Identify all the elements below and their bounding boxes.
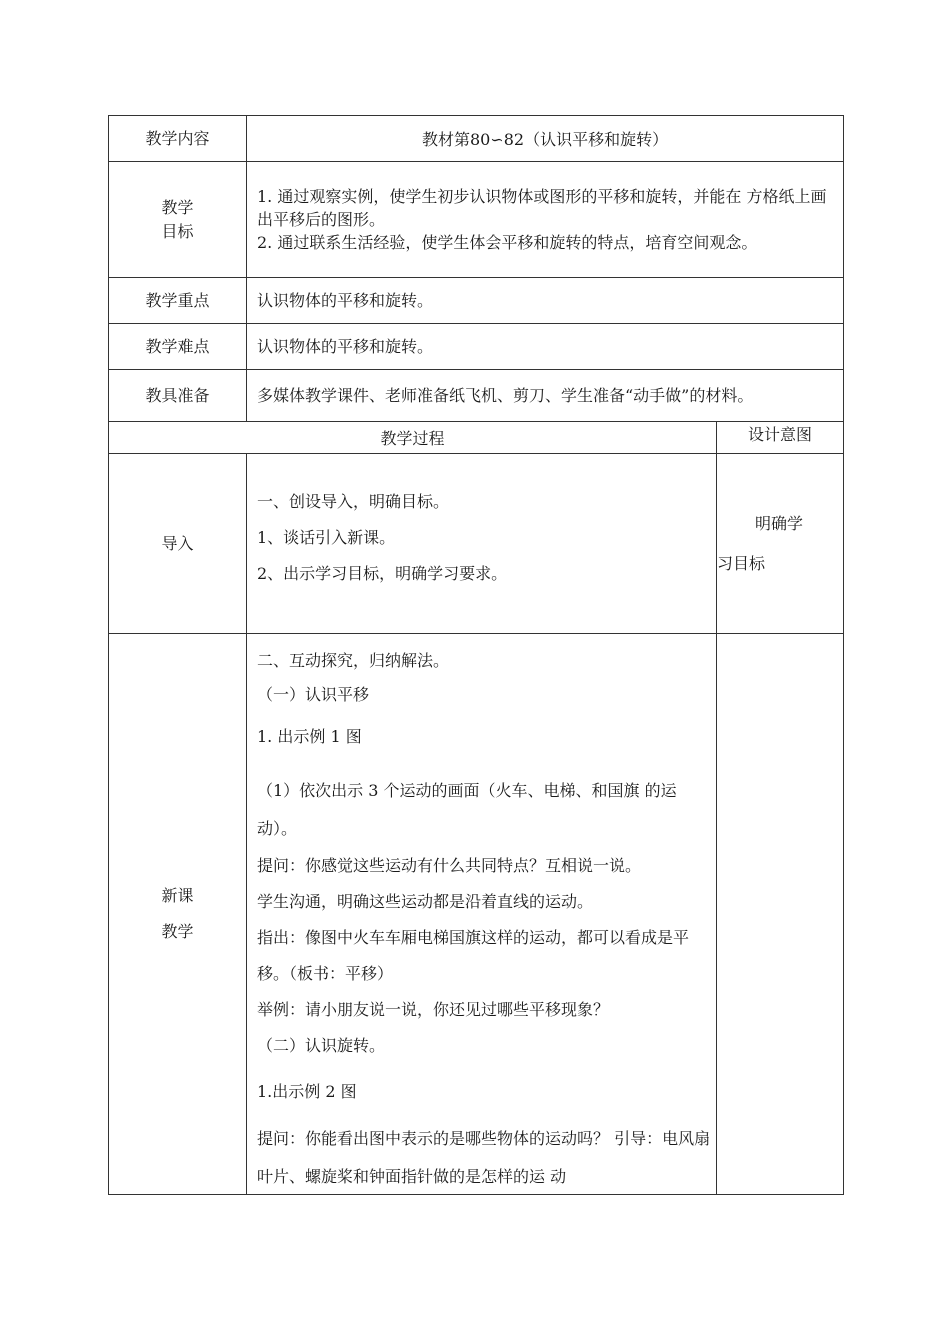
- new-lesson-label-line2: 教学: [161, 922, 194, 941]
- goal-item-1: 1. 通过观察实例，使学生初步认识物体或图形的平移和旋转，并能在 方格纸上画出平移后的图形。: [257, 187, 827, 229]
- key-point-value: 认识物体的平移和旋转。: [247, 278, 844, 324]
- difficulty-label: 教学难点: [109, 324, 247, 370]
- lesson-line-1: 二、互动探究，归纳解法。: [257, 651, 450, 670]
- new-lesson-design-intent: [717, 634, 844, 1195]
- new-lesson-label-line1: 新课: [161, 886, 194, 905]
- lesson-line-7: 指出：像图中火车车厢电梯国旗这样的运动，都可以看成是平移。（板书：平移）: [257, 928, 690, 983]
- goal-item-2: 2. 通过联系生活经验，使学生体会平移和旋转的特点，培育空间观念。: [257, 233, 758, 252]
- new-lesson-content-clip: [257, 634, 716, 1194]
- intro-line-3: 2、出示学习目标，明确学习要求。: [257, 563, 508, 583]
- teaching-goal-label: [109, 162, 247, 278]
- lesson-line-5: 提问：你感觉这些运动有什么共同特点？互相说一说。: [257, 856, 642, 875]
- materials-label: 教具准备: [109, 370, 247, 422]
- new-lesson-content: [247, 634, 717, 1195]
- row-new-lesson: [109, 634, 844, 1195]
- row-materials: [109, 370, 844, 422]
- design-intent-header: 设计意图: [717, 422, 844, 454]
- row-key-point: [109, 278, 844, 324]
- teaching-goal-label-line2: 目标: [161, 221, 194, 241]
- lesson-line-10: 1.出示例 2 图: [257, 1082, 357, 1101]
- difficulty-value: 认识物体的平移和旋转。: [247, 324, 844, 370]
- teaching-content-value: 教材第80∽82（认识平移和旋转）: [247, 116, 844, 162]
- lesson-line-2: （一）认识平移: [257, 685, 370, 704]
- intro-design-line-1: 明确学: [755, 513, 804, 533]
- lesson-line-3: 1. 出示例 1 图: [257, 727, 362, 746]
- intro-design-line-2: 习目标: [717, 553, 766, 573]
- intro-line-2: 1、谈话引入新课。: [257, 527, 396, 547]
- teaching-content-label: 教学内容: [109, 116, 247, 162]
- lesson-line-8: 举例：请小朋友说一说，你还见过哪些平移现象？: [257, 1000, 610, 1019]
- row-teaching-goal: [109, 162, 844, 278]
- lesson-line-9: （二）认识旋转。: [257, 1036, 386, 1055]
- lesson-plan-table: [108, 115, 844, 1195]
- intro-design-intent: [717, 454, 844, 634]
- row-process-header: [109, 422, 844, 454]
- key-point-label: 教学重点: [109, 278, 247, 324]
- row-difficulty: [109, 324, 844, 370]
- intro-label: 导入: [109, 454, 247, 634]
- materials-value: 多媒体教学课件、老师准备纸飞机、剪刀、学生准备“动手做”的材料。: [247, 370, 844, 422]
- teaching-goal-value: [247, 162, 844, 278]
- intro-line-1: 一、创设导入，明确目标。: [257, 491, 450, 511]
- lesson-line-4: （1）依次出示 3 个运动的画面（火车、电梯、和国旗 的运动）。: [257, 781, 677, 838]
- lesson-line-6: 学生沟通，明确这些运动都是沿着直线的运动。: [257, 892, 594, 911]
- lesson-line-11: 提问：你能看出图中表示的是哪些物体的运动吗？ 引导：电风扇叶片、螺旋桨和钟面指针做的是怎样的运 动: [257, 1129, 711, 1186]
- row-teaching-content: [109, 116, 844, 162]
- row-intro: [109, 454, 844, 634]
- intro-content: [247, 454, 717, 634]
- teaching-goal-label-line1: 教学: [161, 197, 194, 217]
- new-lesson-label: [109, 634, 247, 1195]
- process-header: 教学过程: [109, 422, 717, 454]
